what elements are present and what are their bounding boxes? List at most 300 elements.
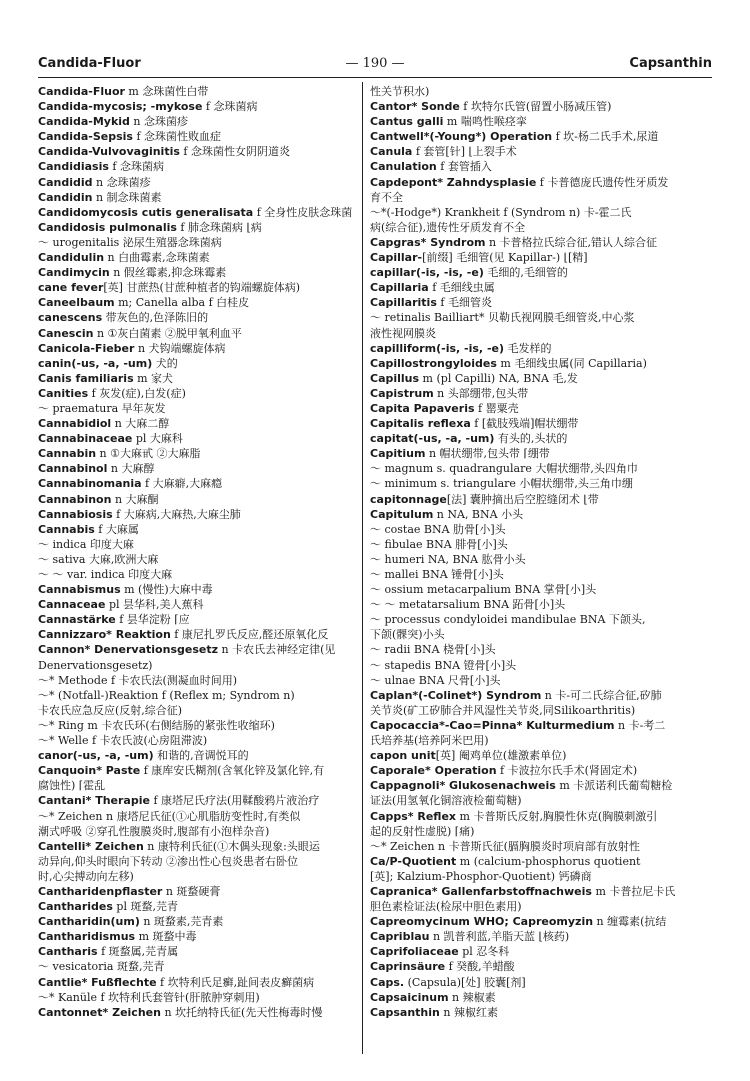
entry-definition: n ①大麻甙 ②大麻脂 — [96, 447, 201, 461]
entry-definition: n 大麻酮 — [111, 492, 159, 506]
entry-definition: f 念珠菌病 — [202, 100, 258, 114]
entry-line — [38, 899, 360, 914]
entry-line — [38, 235, 360, 250]
entry-line — [370, 612, 715, 627]
entry-headword: Candida-mycosis; -mykose — [38, 100, 203, 114]
entry-headword: Candida-Vulvovaginitis — [38, 145, 180, 159]
entry-headword: Capita Papaveris — [370, 401, 475, 415]
right-column — [370, 84, 715, 1059]
entry-line — [38, 703, 360, 718]
entry-line — [370, 129, 715, 144]
entry-line — [38, 371, 360, 386]
entry-definition: ～* Methode f 卡农氏法(测凝血时间用) — [38, 673, 238, 687]
entry-definition: f 念珠菌性女阴阴道炎 — [179, 145, 290, 159]
entry-line — [370, 99, 715, 114]
entry-line — [370, 688, 715, 703]
entry-definition: n 白曲霉素,念珠菌素 — [104, 251, 210, 265]
entry-line — [370, 990, 715, 1005]
entry-line — [38, 733, 360, 748]
entry-line — [38, 416, 360, 431]
entry-line — [38, 824, 360, 839]
entry-line — [38, 854, 360, 869]
entry-headword: Cannabin — [38, 447, 97, 461]
entry-definition: f 大麻癖,大麻瘾 — [141, 477, 223, 491]
entry-line — [38, 582, 360, 597]
entry-line — [38, 461, 360, 476]
entry-headword: Cannabis — [38, 522, 95, 536]
entry-line — [38, 295, 360, 310]
entry-line — [38, 673, 360, 688]
entry-headword: Capgras* Syndrom — [370, 235, 486, 249]
header-last-entry: Capsanthin — [629, 56, 712, 71]
entry-line — [38, 793, 360, 808]
entry-line — [370, 114, 715, 129]
entry-definition: m 毛细线虫属(同 Capillaria) — [496, 356, 647, 370]
entry-definition: 证法(用氢氧化铜溶液检葡萄糖) — [370, 794, 522, 808]
entry-line — [370, 929, 715, 944]
entry-definition: n 假丝霉素,抑念珠霉素 — [109, 266, 227, 280]
entry-headword: Capsaicinum — [370, 990, 449, 1004]
entry-headword: Caneelbaum — [38, 296, 115, 310]
entry-definition: Denervationsgesetz) — [38, 658, 153, 672]
entry-definition: pl 斑蝥,芫青 — [112, 900, 178, 914]
entry-line — [38, 492, 360, 507]
entry-definition: f 套管[针] ⌊上裂手术 — [412, 145, 517, 159]
entry-line — [38, 280, 360, 295]
entry-headword: Cantani* Therapie — [38, 794, 150, 808]
entry-definition: 动异向,仰头时眼向下转动 ②渗出性心包炎患者右卧位 — [38, 854, 298, 868]
entry-headword: Candida-Fluor — [38, 85, 125, 98]
entry-headword: Cantelli* Zeichen — [38, 839, 144, 853]
entry-line — [38, 537, 360, 552]
entry-line — [370, 959, 715, 974]
entry-definition: ～ stapedis BNA 镫骨[小]头 — [370, 658, 517, 672]
entry-definition: 胆色素检证法(检尿中胆色素用) — [370, 900, 522, 914]
entry-definition: n 念珠菌疹 — [129, 115, 188, 129]
entry-line — [38, 401, 360, 416]
entry-headword: Caprinsäure — [370, 960, 446, 974]
entry-line — [38, 642, 360, 657]
entry-headword: Capillus — [370, 371, 420, 385]
entry-headword: Cannabinaceae — [38, 432, 133, 446]
entry-headword: Candidin — [38, 190, 93, 204]
entry-headword: Cannabidiol — [38, 417, 112, 431]
entry-line — [38, 476, 360, 491]
entry-definition: ～* Zeichen n 卡普斯氏征(膈胸膜炎时项肩部有放射性 — [370, 839, 640, 853]
entry-line — [38, 552, 360, 567]
entry-line — [370, 250, 715, 265]
entry-line — [370, 446, 715, 461]
header-first-entry: Candida-Fluor — [38, 56, 141, 71]
entry-headword: Cannabiosis — [38, 507, 113, 521]
entry-line — [370, 552, 715, 567]
entry-line — [370, 386, 715, 401]
entry-definition: m 家犬 — [133, 371, 174, 385]
entry-definition: 氏培养基(培养阿米巴用) — [370, 734, 489, 748]
entry-definition: f 灰发(症),白发(症) — [88, 386, 186, 400]
entry-headword: Cantharis — [38, 945, 98, 959]
entry-headword: canescens — [38, 311, 103, 325]
entry-line — [38, 159, 360, 174]
entry-headword: Capriblau — [370, 930, 430, 944]
entry-headword: Cannizzaro* Reaktion — [38, 628, 171, 642]
entry-definition: pl 忍冬科 — [458, 945, 510, 959]
entry-headword: Cannabismus — [38, 583, 121, 597]
entry-line — [38, 265, 360, 280]
entry-line — [370, 869, 715, 884]
entry-line — [370, 401, 715, 416]
entry-definition: n 辣椒素 — [448, 990, 496, 1004]
entry-definition: n 头部绷带,包头带 — [433, 386, 529, 400]
entry-definition: f 坎特利氏足癣,趾间表皮癣菌病 — [156, 975, 315, 989]
entry-headword: capon unit — [370, 749, 436, 763]
entry-definition: f 昙华淀粉 ⌈应 — [115, 613, 190, 627]
entry-headword: Canulation — [370, 160, 437, 174]
entry-line — [370, 205, 715, 220]
entry-line — [370, 190, 715, 205]
entry-headword: Cannabinol — [38, 462, 108, 476]
entry-headword: Candidiasis — [38, 160, 109, 174]
entry-definition: m (calcium-phosphorus quotient — [456, 854, 641, 868]
left-column — [38, 84, 360, 1059]
entry-definition: f [截肢残端]帽状绷带 — [470, 417, 579, 431]
entry-definition: ～ retinalis Bailliart* 贝勒氏视网膜毛细管炎,中心浆 — [370, 311, 635, 325]
entry-definition: 卡农氏应急反应(反射,综合征) — [38, 703, 183, 717]
entry-line — [38, 341, 360, 356]
entry-line — [38, 929, 360, 944]
entry-line — [370, 944, 715, 959]
entry-line — [38, 944, 360, 959]
entry-definition: m 念珠菌性白带 — [124, 85, 209, 98]
entry-line — [38, 612, 360, 627]
entry-definition: 时,心尖搏动向左移) — [38, 869, 134, 883]
entry-line — [370, 522, 715, 537]
entry-definition: n 斑蝥硬膏 — [162, 884, 221, 898]
entry-definition: ～ humeri NA, BNA 肱骨小头 — [370, 552, 526, 566]
entry-headword: Capocaccia*-Cao=Pinna* Kulturmedium — [370, 718, 615, 732]
entry-headword: Capreomycinum WHO; Capreomyzin — [370, 915, 594, 929]
entry-headword: Cannastärke — [38, 613, 116, 627]
entry-line — [370, 280, 715, 295]
entry-line — [38, 250, 360, 265]
entry-definition: [英] 阉鸡单位(雄激素单位) — [435, 749, 567, 763]
entry-line — [370, 642, 715, 657]
entry-line — [38, 763, 360, 778]
entry-headword: Cantus galli — [370, 115, 444, 129]
entry-headword: Candida-Mykid — [38, 115, 130, 129]
entry-headword: Capitulum — [370, 507, 434, 521]
entry-definition: ～ mallei BNA 锤骨[小]头 — [370, 568, 504, 581]
entry-definition: f 坎特尔氏管(留置小肠减压管) — [459, 100, 612, 114]
entry-line — [370, 763, 715, 778]
entry-definition: n 卡-考二 — [614, 718, 666, 732]
entry-definition: m 斑蝥中毒 — [135, 930, 197, 944]
entry-line — [38, 205, 360, 220]
entry-headword: Canities — [38, 386, 89, 400]
entry-definition: ～ processus condyloidei mandibulae BNA 下颌头, — [370, 613, 646, 627]
entry-definition: n 大麻二醇 — [111, 417, 170, 431]
entry-line — [370, 627, 715, 642]
entry-definition: 关节炎(矿工矽肺合并风湿性关节炎,同Silikoarthritis) — [370, 703, 636, 717]
entry-definition: f 罂粟壳 — [474, 401, 519, 415]
entry-definition: n 卡农氏去神经定律(见 — [218, 643, 336, 657]
entry-headword: Caps. — [370, 975, 405, 989]
entry-headword: Caporale* Operation — [370, 764, 497, 778]
entry-definition: n 康特利氏征(①木偶头现象:头眼运 — [143, 839, 320, 853]
entry-headword: Candidomycosis cutis generalisata — [38, 205, 254, 219]
entry-line — [370, 718, 715, 733]
entry-headword: capitonnage — [370, 492, 447, 506]
entry-line — [38, 175, 360, 190]
entry-definition: ～ praematura 早年灰发 — [38, 401, 166, 415]
entry-definition: n 制念珠菌素 — [92, 190, 162, 204]
entry-definition: m (pl Capilli) NA, BNA 毛,发 — [419, 371, 578, 385]
entry-line — [38, 748, 360, 763]
entry-headword: Cannon* Denervationsgesetz — [38, 643, 218, 657]
entry-headword: Capitalis reflexa — [370, 417, 471, 431]
entry-headword: Cantharidin(um) — [38, 915, 140, 929]
entry-line — [370, 144, 715, 159]
entry-headword: Candimycin — [38, 266, 110, 280]
entry-headword: Capdepont* Zahndysplasie — [370, 175, 537, 189]
entry-line — [370, 975, 715, 990]
entry-line — [38, 144, 360, 159]
entry-definition: ～ ossium metacarpalium BNA 掌骨[小]头 — [370, 583, 597, 597]
entry-definition: [法] 囊肿摘出后空腔缝闭术 ⌊带 — [446, 492, 599, 506]
entry-headword: Canescin — [38, 326, 94, 340]
entry-definition: ～ magnum s. quadrangulare 大帽状绷带,头四角巾 — [370, 462, 638, 476]
entry-headword: Capranica* Gallenfarbstoffnachweis — [370, 884, 592, 898]
entry-headword: Cannabinomania — [38, 477, 142, 491]
entry-line — [370, 809, 715, 824]
entry-definition: ～ urogenitalis 泌尿生殖器念珠菌病 — [38, 235, 222, 249]
page-number: — 190 — — [345, 56, 405, 71]
entry-headword: Cantor* Sonde — [370, 100, 460, 114]
entry-headword: Canicola-Fieber — [38, 341, 135, 355]
entry-line — [38, 431, 360, 446]
entry-definition: n 卡普格拉氏综合征,错认人综合征 — [485, 235, 658, 249]
entry-line — [38, 446, 360, 461]
entry-definition: n 斑蝥素,芫青素 — [139, 915, 224, 929]
entry-line — [370, 326, 715, 341]
entry-headword: Cantharidenpflaster — [38, 884, 163, 898]
entry-line — [370, 839, 715, 854]
entry-headword: Capitium — [370, 447, 426, 461]
entry-headword: Canquoin* Paste — [38, 764, 141, 778]
entry-line — [370, 235, 715, 250]
entry-definition: m 喘鸣性喉痉挛 — [443, 115, 527, 129]
entry-definition: n 辣椒红素 — [439, 1005, 498, 1019]
entry-line — [38, 386, 360, 401]
entry-line — [370, 416, 715, 431]
entry-line — [370, 778, 715, 793]
entry-headword: Cannaceae — [38, 598, 106, 612]
entry-definition: f 全身性皮肤念珠菌 — [253, 205, 353, 219]
entry-definition: 腐蚀性) ⌈霍乱 — [38, 779, 106, 793]
entry-line — [370, 914, 715, 929]
entry-definition: ～* Kanüle f 坎特利氏套管针(肝脓肿穿刺用) — [38, 990, 260, 1004]
column-divider — [362, 82, 363, 1054]
entry-line — [370, 673, 715, 688]
entry-definition: m (慢性)大麻中毒 — [120, 583, 213, 597]
entry-definition: 潮式呼吸 ②穿孔性腹膜炎时,腹部有小泡样杂音) — [38, 824, 270, 838]
entry-definition: ～ indica 印度大麻 — [38, 537, 134, 551]
entry-headword: Caplan*(-Colinet*) Syndrom — [370, 688, 542, 702]
entry-headword: Capistrum — [370, 386, 434, 400]
entry-line — [370, 597, 715, 612]
entry-definition: f 康库安氏糊剂(含氧化锌及氯化锌,有 — [140, 764, 325, 778]
entry-line — [370, 310, 715, 325]
entry-line — [370, 220, 715, 235]
entry-headword: canor(-us, -a, -um) — [38, 749, 154, 763]
entry-definition: f 癸酸,羊蜡酸 — [445, 960, 515, 974]
entry-line — [370, 159, 715, 174]
entry-line — [370, 371, 715, 386]
entry-definition: f 卡波拉尔氏手术(肾固定术) — [496, 764, 638, 778]
entry-line — [370, 265, 715, 280]
entry-line — [38, 869, 360, 884]
entry-headword: Capillostrongyloides — [370, 356, 497, 370]
entry-line — [38, 597, 360, 612]
entry-line — [370, 899, 715, 914]
entry-headword: capitat(-us, -a, -um) — [370, 432, 495, 446]
entry-definition: 下颌(髁突)小头 — [370, 628, 445, 642]
entry-definition: f 念珠菌病 — [108, 160, 164, 174]
entry-definition: f 毛细管炎 — [436, 296, 492, 310]
entry-definition: m 卡普斯氏反射,胸膜性休克(胸膜刺激引 — [456, 809, 658, 823]
entry-definition: 毛发样的 — [504, 341, 552, 355]
entry-headword: Capps* Reflex — [370, 809, 457, 823]
entry-definition: ～ fibulae BNA 腓骨[小]头 — [370, 537, 508, 551]
entry-definition: [前缀] 毛细管(见 Kapillar-) ⌊[精] — [422, 251, 588, 265]
entry-definition: 起的反射性虚脱) ⌈痛) — [370, 824, 475, 838]
entry-definition: pl 昙华科,美人蕉科 — [105, 598, 204, 612]
entry-definition: 有头的,头状的 — [494, 432, 568, 446]
entry-headword: Cappagnoli* Glukosenachweis — [370, 779, 556, 793]
entry-definition: f 斑蝥属,芫青属 — [97, 945, 179, 959]
entry-definition: f 大麻病,大麻热,大麻尘肺 — [112, 507, 241, 521]
entry-headword: capillar(-is, -is, -e) — [370, 266, 484, 280]
entry-definition: n 坎托纳特氏征(先天性梅毒时慢 — [160, 1005, 323, 1019]
entry-line — [370, 658, 715, 673]
entry-line — [38, 326, 360, 341]
entry-line — [370, 492, 715, 507]
entry-definition: ～* Welle f 卡农氏波(心房阻滞波) — [38, 734, 208, 748]
entry-line — [370, 748, 715, 763]
entry-line — [38, 567, 360, 582]
entry-definition: ～ sativa 大麻,欧洲大麻 — [38, 552, 159, 566]
entry-definition: n 卡-可二氏综合征,矽肺 — [541, 688, 662, 702]
entry-line — [38, 84, 360, 99]
entry-line — [370, 1005, 715, 1020]
entry-line — [370, 854, 715, 869]
entry-line — [38, 190, 360, 205]
entry-definition: ～* (Notfall-)Reaktion f (Reflex m; Syndrom n) — [38, 688, 295, 702]
entry-headword: capilliform(-is, -is, -e) — [370, 341, 504, 355]
entry-definition: n 念珠菌疹 — [92, 175, 151, 189]
entry-line — [38, 114, 360, 129]
entry-line — [38, 778, 360, 793]
entry-line — [370, 567, 715, 582]
entry-definition: f 康尼扎罗氏反应,醛还原氧化反 — [170, 628, 329, 642]
entry-definition: 性关节积水) — [370, 85, 430, 98]
entry-definition: 犬的 — [152, 356, 178, 370]
entry-definition: ～ minimum s. triangulare 小帽状绷带,头三角巾绷 — [370, 477, 633, 491]
entry-headword: cane fever — [38, 281, 104, 295]
page-header — [38, 56, 712, 76]
entry-line — [38, 220, 360, 235]
entry-line — [370, 793, 715, 808]
entry-headword: Candida-Sepsis — [38, 130, 133, 144]
entry-line — [38, 310, 360, 325]
entry-definition: m 卡普拉尼卡氏 — [591, 884, 676, 898]
entry-headword: Canis familiaris — [38, 371, 134, 385]
entry-headword: Cantharidismus — [38, 930, 136, 944]
entry-headword: Capillar- — [370, 251, 423, 265]
entry-line — [370, 431, 715, 446]
entry-definition: 带灰色的,色泽陈旧的 — [102, 311, 209, 325]
entry-line — [38, 658, 360, 673]
entry-definition: 和谐的,音调悦耳的 — [153, 749, 249, 763]
entry-definition: (Capsula)[处] 胶囊[剂] — [404, 975, 526, 989]
entry-headword: Canula — [370, 145, 413, 159]
entry-line — [38, 522, 360, 537]
entry-headword: Candidulin — [38, 251, 105, 265]
entry-definition: n 缠霉素(抗结 — [593, 915, 667, 929]
entry-line — [370, 884, 715, 899]
entry-headword: Cantlie* Fußflechte — [38, 975, 157, 989]
entry-line — [38, 1005, 360, 1020]
entry-line — [38, 627, 360, 642]
entry-headword: Caprifoliaceae — [370, 945, 459, 959]
entry-line — [38, 839, 360, 854]
entry-line — [370, 476, 715, 491]
entry-line — [370, 295, 715, 310]
entry-line — [38, 688, 360, 703]
entry-definition: n 犬钩端螺旋体病 — [134, 341, 226, 355]
entry-headword: Candidid — [38, 175, 93, 189]
entry-definition: 毛细的,毛细管的 — [483, 266, 568, 280]
entry-definition: n 帽状绷带,包头带 ⌈绷带 — [425, 447, 550, 461]
entry-line — [370, 341, 715, 356]
entry-definition: f 卡普德庞氏遗传性牙质发 — [536, 175, 669, 189]
entry-headword: canin(-us, -a, -um) — [38, 356, 153, 370]
entry-headword: Cantharides — [38, 900, 113, 914]
header-rule — [38, 77, 712, 78]
entry-definition: ～ radii BNA 桡骨[小]头 — [370, 643, 496, 657]
entry-line — [370, 461, 715, 476]
entry-line — [370, 703, 715, 718]
entry-definition: ～ ～ metatarsalium BNA 跖骨[小]头 — [370, 598, 566, 612]
entry-definition: pl 大麻科 — [132, 432, 183, 446]
entry-line — [370, 537, 715, 552]
entry-line — [370, 824, 715, 839]
entry-definition: 液性视网膜炎 — [370, 326, 436, 340]
entry-definition: f 毛细线虫属 — [428, 281, 495, 295]
entry-definition: ～* Ring m 卡农氏环(右侧结肠的紧张性收缩环) — [38, 718, 275, 732]
entry-line — [38, 884, 360, 899]
entry-line — [370, 84, 715, 99]
entry-line — [370, 356, 715, 371]
entry-definition: ～* Zeichen n 康塔尼氏征(①心肌脂肪变性时,有类似 — [38, 809, 301, 823]
entry-headword: Capillaritis — [370, 296, 437, 310]
entry-definition: f 念珠菌性败血症 — [132, 130, 222, 144]
entry-definition: ～ costae BNA 肋骨[小]头 — [370, 522, 506, 536]
entry-definition: 育不全 — [370, 190, 403, 204]
entry-definition: ～ vesicatoria 斑蝥,芫青 — [38, 960, 165, 974]
entry-definition: n 大麻醇 — [107, 462, 155, 476]
entry-line — [370, 582, 715, 597]
